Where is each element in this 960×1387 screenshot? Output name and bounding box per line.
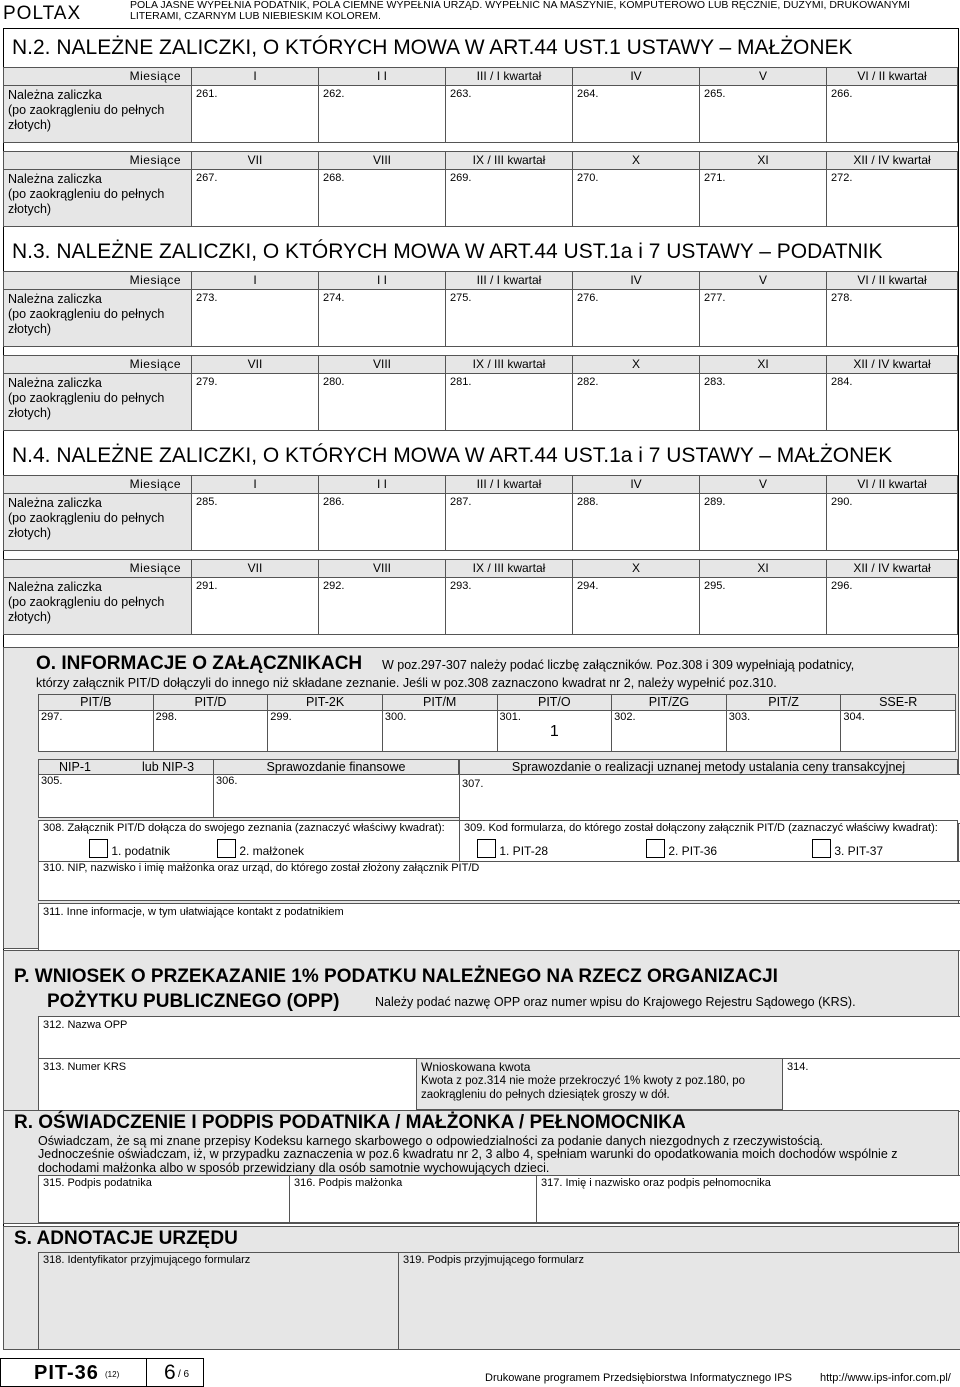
nip1-label: NIP-1 <box>59 760 91 774</box>
field-277[interactable]: 277. <box>700 290 827 347</box>
att-header: PIT/B <box>39 695 154 711</box>
att-header: PIT/Z <box>726 695 841 711</box>
field-301[interactable] <box>497 711 612 752</box>
field-267[interactable]: 267. <box>192 170 319 227</box>
field-312[interactable]: 312. Nazwa OPP <box>38 1016 960 1060</box>
field-305[interactable]: 305. <box>38 774 219 818</box>
form-name: PIT-36 <box>34 1362 99 1384</box>
field-265[interactable]: 265. <box>700 86 827 143</box>
page-total: / 6 <box>178 1369 190 1380</box>
nip-header <box>38 759 215 775</box>
page-number: 6 <box>164 1361 176 1384</box>
field-302[interactable] <box>612 711 727 752</box>
section-o-intro-2: którzy załącznik PIT/D dołączyli do innego niż składane zeznanie. Jeśli w poz.308 zaznaczono kwadrat nr 2, należy wypełnić poz.310. <box>36 676 777 690</box>
field-263[interactable]: 263. <box>446 86 573 143</box>
att-header: SSE-R <box>841 695 956 711</box>
att-header: PIT-2K <box>268 695 383 711</box>
n4-table-b <box>3 559 958 635</box>
section-n3-title: N.3. NALEŻNE ZALICZKI, O KTÓRYCH MOWA W ART.44 UST.1a i 7 USTAWY – PODATNIK <box>12 240 883 263</box>
n2-table-b <box>3 151 958 227</box>
n3-table-b <box>3 355 958 431</box>
row-label-sub: (po zaokrągleniu do pełnych złotych) <box>8 391 165 420</box>
month-header: I I <box>319 272 446 290</box>
field-262[interactable]: 262. <box>319 86 446 143</box>
month-header: V <box>700 272 827 290</box>
field-298[interactable] <box>153 711 268 752</box>
months-label: Miesiące <box>4 152 192 170</box>
field-310[interactable]: 310. NIP, nazwisko i imię małżonka oraz urząd, do którego został złożony załącznik PIT/D <box>38 861 960 901</box>
att-header: PIT/M <box>382 695 497 711</box>
checkbox-pit36[interactable] <box>646 839 665 858</box>
field-264[interactable]: 264. <box>573 86 700 143</box>
field-282[interactable]: 282. <box>573 374 700 431</box>
field-280[interactable]: 280. <box>319 374 446 431</box>
months-label: Miesiące <box>4 272 192 290</box>
field-276[interactable]: 276. <box>573 290 700 347</box>
month-header: VI / II kwartał <box>827 68 958 86</box>
month-header: XI <box>700 356 827 374</box>
spraw-fin-header: Sprawozdanie finansowe <box>213 759 459 775</box>
section-o-intro-1: W poz.297-307 należy podać liczbę załączników. Poz.308 i 309 wypełniają podatnicy, <box>382 658 855 672</box>
month-header: I <box>192 68 319 86</box>
month-header: V <box>700 476 827 494</box>
month-header: IV <box>573 272 700 290</box>
month-header: VIII <box>319 560 446 578</box>
month-header: VII <box>192 356 319 374</box>
row-label-main: Należna zaliczka <box>8 88 102 102</box>
field-293[interactable]: 293. <box>446 578 573 635</box>
row-label-main: Należna zaliczka <box>8 292 102 306</box>
row-label <box>4 374 192 431</box>
field-314[interactable]: 314. <box>782 1058 960 1112</box>
month-header: VI / II kwartał <box>827 476 958 494</box>
option-malzonek-label: 2. małżonek <box>239 844 305 858</box>
field-289[interactable]: 289. <box>700 494 827 551</box>
month-header: IV <box>573 476 700 494</box>
month-header: IX / III kwartał <box>446 356 573 374</box>
field-number: 301. <box>499 711 521 723</box>
month-header: XII / IV kwartał <box>827 356 958 374</box>
field-266[interactable]: 266. <box>827 86 958 143</box>
field-294[interactable]: 294. <box>573 578 700 635</box>
field-311[interactable]: 311. Inne informacje, w tym ułatwiające kontakt z podatnikiem <box>38 903 960 951</box>
poltax-logo: POLTAX <box>3 3 82 24</box>
field-295[interactable]: 295. <box>700 578 827 635</box>
field-313[interactable]: 313. Numer KRS <box>38 1058 425 1112</box>
field-274[interactable]: 274. <box>319 290 446 347</box>
field-number: 302. <box>614 711 636 723</box>
field-272[interactable]: 272. <box>827 170 958 227</box>
month-header: XII / IV kwartał <box>827 560 958 578</box>
kwota-note: Kwota z poz.314 nie może przekroczyć 1% kwoty z poz.180, po zaokrągleniu do pełnych dziesiątek groszy w dół. <box>421 1075 746 1101</box>
field-308-label: 308. Załącznik PIT/D dołącza do swojego zeznania <box>43 822 292 834</box>
kwota-info <box>416 1058 792 1110</box>
field-299[interactable] <box>268 711 383 752</box>
month-header: I I <box>319 476 446 494</box>
attachments-table <box>38 694 956 752</box>
field-271[interactable]: 271. <box>700 170 827 227</box>
month-header: XI <box>700 560 827 578</box>
page-box <box>146 1358 204 1387</box>
month-header: I <box>192 476 319 494</box>
field-283[interactable]: 283. <box>700 374 827 431</box>
field-308 <box>38 820 460 862</box>
row-label-sub: (po zaokrągleniu do pełnych złotych) <box>8 307 165 336</box>
checkbox-pit28[interactable] <box>477 839 496 858</box>
checkbox-podatnik[interactable] <box>89 839 108 858</box>
field-307[interactable]: 307. <box>459 774 960 824</box>
option-pit36-label: 2. PIT-36 <box>668 844 718 858</box>
field-number: 299. <box>270 711 292 723</box>
month-header: IX / III kwartał <box>446 560 573 578</box>
option-podatnik-label: 1. podatnik <box>111 844 171 858</box>
row-label-sub: (po zaokrągleniu do pełnych złotych) <box>8 103 165 132</box>
field-288[interactable]: 288. <box>573 494 700 551</box>
field-286[interactable]: 286. <box>319 494 446 551</box>
field-287[interactable]: 287. <box>446 494 573 551</box>
section-r-title: R. OŚWIADCZENIE I PODPIS PODATNIKA / MAŁŻONKA / PEŁNOMOCNIKA <box>14 1112 686 1133</box>
field-300[interactable] <box>382 711 497 752</box>
field-278[interactable]: 278. <box>827 290 958 347</box>
month-header: IX / III kwartał <box>446 152 573 170</box>
checkbox-pit37[interactable] <box>812 839 831 858</box>
months-label: Miesiące <box>4 68 192 86</box>
month-header: VII <box>192 152 319 170</box>
field-304[interactable] <box>841 711 956 752</box>
months-label: Miesiące <box>4 476 192 494</box>
row-label <box>4 494 192 551</box>
field-297[interactable] <box>39 711 154 752</box>
form-id-box <box>0 1358 148 1387</box>
field-number: 298. <box>155 711 178 723</box>
field-292[interactable]: 292. <box>319 578 446 635</box>
field-306[interactable]: 306. <box>213 774 463 818</box>
row-label-main: Należna zaliczka <box>8 580 102 594</box>
field-309-label: 309. Kod formularza, do którego został dołączony załącznik PIT/D <box>464 822 785 834</box>
n3-table-a <box>3 271 958 347</box>
field-309 <box>459 820 958 862</box>
field-284[interactable]: 284. <box>827 374 958 431</box>
row-label-sub: (po zaokrągleniu do pełnych złotych) <box>8 187 165 216</box>
field-318: 318. Identyfikator przyjmującego formularz <box>38 1252 406 1350</box>
month-header: X <box>573 560 700 578</box>
field-value: 1 <box>549 723 559 740</box>
printed-by: Drukowane programem Przedsiębiorstwa Informatycznego IPS <box>485 1372 792 1384</box>
month-header: XI <box>700 152 827 170</box>
field-291[interactable]: 291. <box>192 578 319 635</box>
att-header: PIT/D <box>153 695 268 711</box>
field-303[interactable] <box>726 711 841 752</box>
months-label: Miesiące <box>4 560 192 578</box>
field-309-hint: (zaznaczyć właściwy kwadrat): <box>788 822 938 834</box>
field-275[interactable]: 275. <box>446 290 573 347</box>
row-label <box>4 290 192 347</box>
month-header: XII / IV kwartał <box>827 152 958 170</box>
section-p-title-1: P. WNIOSEK O PRZEKAZANIE 1% PODATKU NALEŻNEGO NA RZECZ ORGANIZACJI <box>14 966 778 987</box>
field-261[interactable]: 261. <box>192 86 319 143</box>
field-273[interactable]: 273. <box>192 290 319 347</box>
row-label-main: Należna zaliczka <box>8 172 102 186</box>
section-o-title: O. INFORMACJE O ZAŁĄCZNIKACH <box>36 653 363 674</box>
month-header: VIII <box>319 152 446 170</box>
field-number: 303. <box>728 711 751 723</box>
row-label <box>4 170 192 227</box>
month-header: I <box>192 272 319 290</box>
section-n4-title: N.4. NALEŻNE ZALICZKI, O KTÓRYCH MOWA W ART.44 UST.1a i 7 USTAWY – MAŁŻONEK <box>12 444 893 467</box>
nip3-label: lub NIP-3 <box>142 760 195 774</box>
month-header: X <box>573 356 700 374</box>
row-label-sub: (po zaokrągleniu do pełnych złotych) <box>8 595 165 624</box>
field-281[interactable]: 281. <box>446 374 573 431</box>
month-header: X <box>573 152 700 170</box>
row-label <box>4 86 192 143</box>
field-number: 297. <box>41 711 63 723</box>
section-n2-title: N.2. NALEŻNE ZALICZKI, O KTÓRYCH MOWA W ART.44 UST.1 USTAWY – MAŁŻONEK <box>12 36 853 59</box>
n4-table-a <box>3 475 958 551</box>
field-number: 304. <box>843 711 865 723</box>
field-269[interactable]: 269. <box>446 170 573 227</box>
att-header: PIT/O <box>497 695 612 711</box>
row-label-main: Należna zaliczka <box>8 496 102 510</box>
spraw-ceny-header: Sprawozdanie o realizacji uznanej metody ustalania ceny transakcyjnej <box>459 759 958 775</box>
checkbox-malzonek[interactable] <box>217 839 236 858</box>
month-header: VII <box>192 560 319 578</box>
section-s-title: S. ADNOTACJE URZĘDU <box>14 1228 238 1249</box>
n2-table-a <box>3 67 958 143</box>
field-285[interactable]: 285. <box>192 494 319 551</box>
month-header: III / I kwartał <box>446 476 573 494</box>
month-header: V <box>700 68 827 86</box>
row-label-main: Należna zaliczka <box>8 376 102 390</box>
field-296[interactable]: 296. <box>827 578 958 635</box>
form-version: (12) <box>105 1370 120 1379</box>
ips-url[interactable]: http://www.ips-infor.com.pl/ <box>820 1372 951 1384</box>
att-header: PIT/ZG <box>612 695 727 711</box>
field-number: 300. <box>384 711 407 723</box>
section-p-note: Należy podać nazwę OPP oraz numer wpisu do Krajowego Rejestru Sądowego (KRS). <box>375 995 856 1009</box>
field-319: 319. Podpis przyjmującego formularz <box>398 1252 960 1350</box>
month-header: III / I kwartał <box>446 272 573 290</box>
row-label <box>4 578 192 635</box>
kwota-title: Wnioskowana kwota <box>421 1060 531 1074</box>
field-308-hint: (zaznaczyć właściwy kwadrat): <box>294 822 445 834</box>
month-header: IV <box>573 68 700 86</box>
field-268[interactable]: 268. <box>319 170 446 227</box>
field-317[interactable]: 317. Imię i nazwisko oraz podpis pełnomocnika <box>536 1175 960 1223</box>
field-270[interactable]: 270. <box>573 170 700 227</box>
row-label-sub: (po zaokrągleniu do pełnych złotych) <box>8 511 165 540</box>
option-pit28-label: 1. PIT-28 <box>499 844 549 858</box>
months-label: Miesiące <box>4 356 192 374</box>
month-header: VIII <box>319 356 446 374</box>
filling-instructions: POLA JASNE WYPEŁNIA PODATNIK, POLA CIEMNE WYPEŁNIA URZĄD. WYPEŁNIĆ NA MASZYNIE, KOMPUTEROWO LUB RĘCZNIE, DUŻYMI, DRUKOWANYMI LITERAMI, CZARNYM LUB NIEBIESKIM KOLOREM. <box>130 0 911 22</box>
declaration-text-2: Jednocześnie oświadczam, iż, w przypadku zaznaczenia w poz.6 kwadratu nr 2, 3 albo 4, spełniam warunki do opodatkowania moich dochodów wspólnie z dochodami małżonka albo w sposób przewidziany dla osób samotnie wychowujących dzieci. <box>38 1147 898 1175</box>
month-header: III / I kwartał <box>446 68 573 86</box>
month-header: I I <box>319 68 446 86</box>
field-290[interactable]: 290. <box>827 494 958 551</box>
field-315[interactable]: 315. Podpis podatnika <box>38 1175 298 1223</box>
option-pit37-label: 3. PIT-37 <box>834 844 884 858</box>
month-header: VI / II kwartał <box>827 272 958 290</box>
declaration-text-1: Oświadczam, że są mi znane przepisy Kodeksu karnego skarbowego o odpowiedzialności za podanie danych niezgodnych z rzeczywistością. <box>38 1134 824 1148</box>
section-p-title-2: POŻYTKU PUBLICZNEGO (OPP) <box>47 991 340 1012</box>
field-316[interactable]: 316. Podpis małżonka <box>289 1175 545 1223</box>
field-279[interactable]: 279. <box>192 374 319 431</box>
